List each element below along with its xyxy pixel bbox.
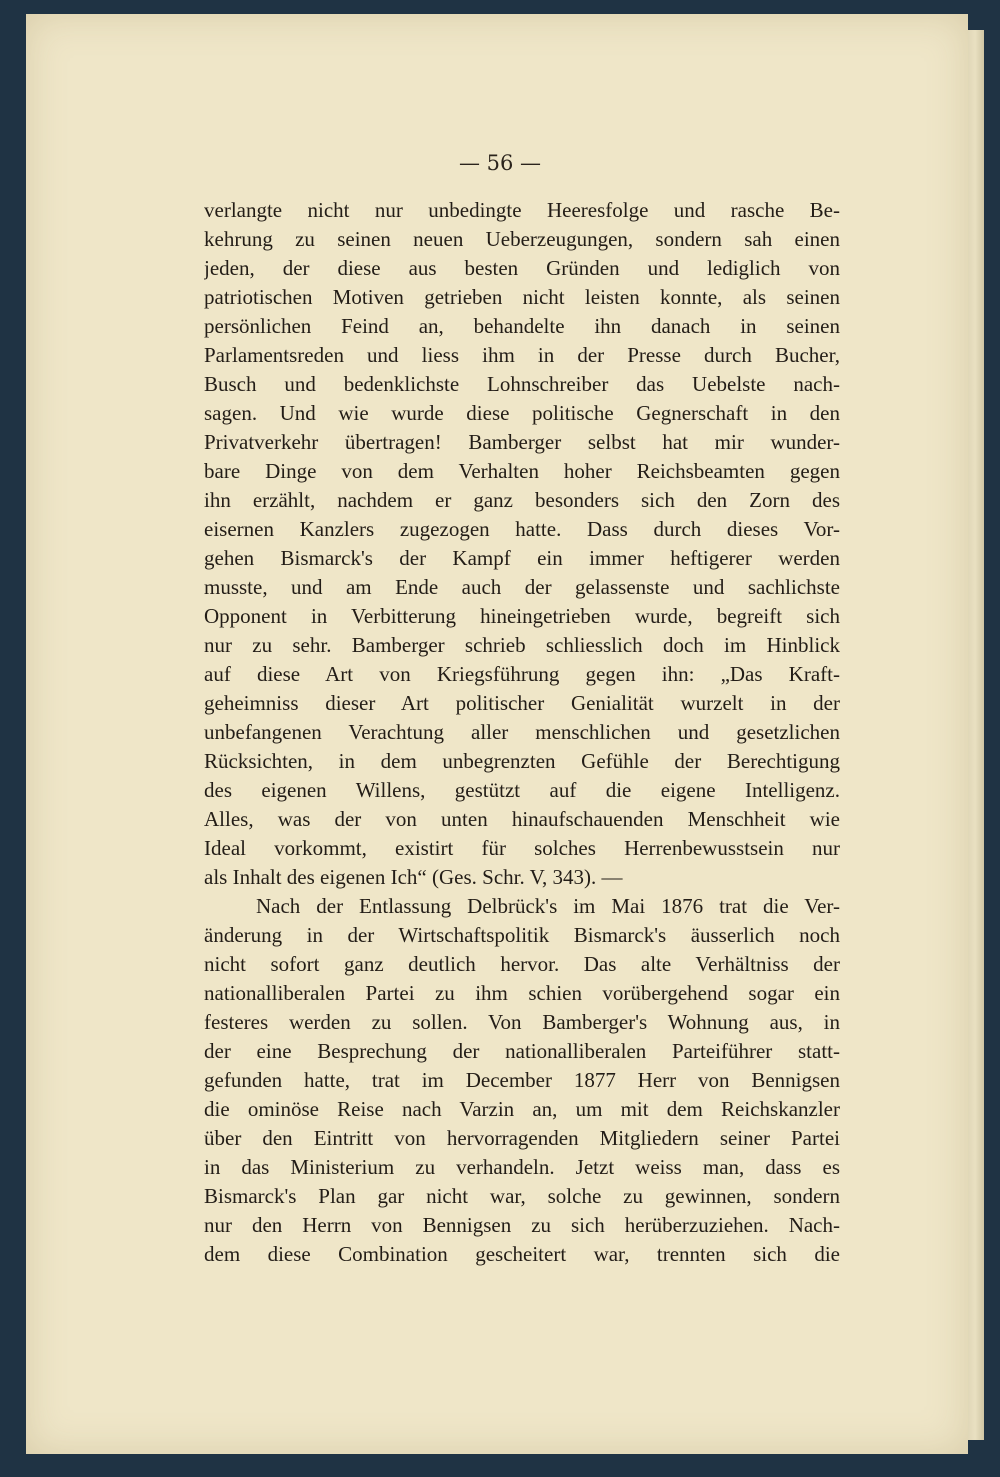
text-line: Ideal vorkommt, existirt für solches Herrenbewusstsein nur xyxy=(204,836,840,860)
text-line: Privatverkehr übertragen! Bamberger selbst hat mir wunder- xyxy=(204,430,840,454)
body-text xyxy=(204,196,840,1269)
text-line: änderung in der Wirtschaftspolitik Bismarck's äusserlich noch xyxy=(204,923,840,947)
text-line: geheimniss dieser Art politischer Genialität wurzelt in der xyxy=(204,691,840,715)
text-line: gefunden hatte, trat im December 1877 Herr von Bennigsen xyxy=(204,1068,840,1092)
text-line: des eigenen Willens, gestützt auf die eigene Intelligenz. xyxy=(204,778,840,802)
text-line: nationalliberalen Partei zu ihm schien vorübergehend sogar ein xyxy=(204,981,840,1005)
text-line: verlangte nicht nur unbedingte Heeresfolge und rasche Be- xyxy=(204,198,840,222)
page-number: — 56 — xyxy=(458,151,542,175)
text-line: auf diese Art von Kriegsführung gegen ihn: „Das Kraft- xyxy=(204,662,840,686)
text-line: nur den Herrn von Bennigsen zu sich herüberzuziehen. Nach- xyxy=(204,1213,840,1237)
text-line: kehrung zu seinen neuen Ueberzeugungen, sondern sah einen xyxy=(204,227,840,251)
text-line: dem diese Combination gescheitert war, trennten sich die xyxy=(204,1242,840,1266)
text-line: Parlamentsreden und liess ihm in der Presse durch Bucher, xyxy=(204,343,840,367)
text-line: die ominöse Reise nach Varzin an, um mit dem Reichskanzler xyxy=(204,1097,840,1121)
text-line: eisernen Kanzlers zugezogen hatte. Dass durch dieses Vor- xyxy=(204,517,840,541)
text-line: unbefangenen Verachtung aller menschlichen und gesetzlichen xyxy=(204,720,840,744)
text-line: festeres werden zu sollen. Von Bamberger's Wohnung aus, in xyxy=(204,1010,840,1034)
text-line: musste, und am Ende auch der gelassenste und sachlichste xyxy=(204,575,840,599)
text-line: Rücksichten, in dem unbegrenzten Gefühle der Berechtigung xyxy=(204,749,840,773)
text-line: Alles, was der von unten hinaufschauenden Menschheit wie xyxy=(204,807,840,831)
text-line: gehen Bismarck's der Kampf ein immer heftigerer werden xyxy=(204,546,840,570)
text-line: ihn erzählt, nachdem er ganz besonders sich den Zorn des xyxy=(204,488,840,512)
text-line: Bismarck's Plan gar nicht war, solche zu gewinnen, sondern xyxy=(204,1184,840,1208)
text-line: sagen. Und wie wurde diese politische Gegnerschaft in den xyxy=(204,401,840,425)
text-line: als Inhalt des eigenen Ich“ (Ges. Schr. V, 343). — xyxy=(204,865,623,889)
text-line: Busch und bedenklichste Lohnschreiber das Uebelste nach- xyxy=(204,372,840,396)
text-line: patriotischen Motiven getrieben nicht leisten konnte, als seinen xyxy=(204,285,840,309)
text-line: der eine Besprechung der nationalliberalen Parteiführer statt- xyxy=(204,1039,840,1063)
text-line: persönlichen Feind an, behandelte ihn danach in seinen xyxy=(204,314,840,338)
text-line: über den Eintritt von hervorragenden Mitgliedern seiner Partei xyxy=(204,1126,840,1150)
text-line: jeden, der diese aus besten Gründen und lediglich von xyxy=(204,256,840,280)
text-line: Nach der Entlassung Delbrück's im Mai 1876 trat die Ver- xyxy=(256,894,840,918)
text-line: nicht sofort ganz deutlich hervor. Das alte Verhältniss der xyxy=(204,952,840,976)
text-line: bare Dinge von dem Verhalten hoher Reichsbeamten gegen xyxy=(204,459,840,483)
text-line: Opponent in Verbitterung hineingetrieben wurde, begreift sich xyxy=(204,604,840,628)
text-line: nur zu sehr. Bamberger schrieb schliesslich doch im Hinblick xyxy=(204,633,840,657)
text-line: in das Ministerium zu verhandeln. Jetzt weiss man, dass es xyxy=(204,1155,840,1179)
